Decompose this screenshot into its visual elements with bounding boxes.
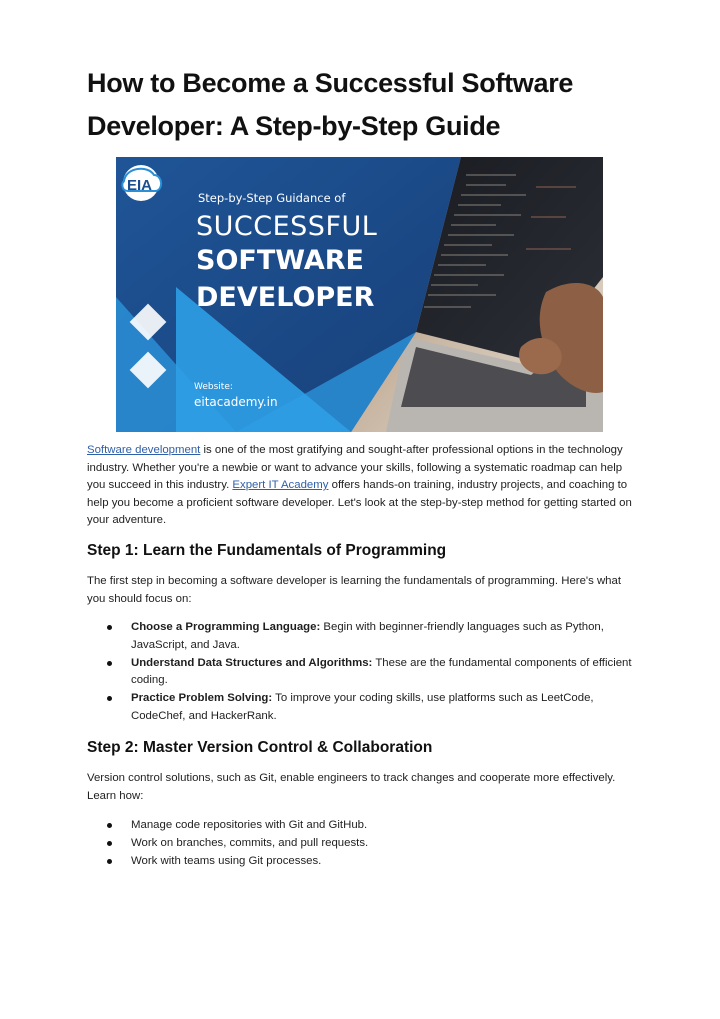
hero-title-line-1: SUCCESSFUL	[196, 211, 378, 242]
expert-it-academy-link[interactable]: Expert IT Academy	[232, 479, 329, 492]
step2-heading: Step 2: Master Version Control & Collaboration	[87, 739, 433, 756]
list-item-text: Work with teams using Git processes.	[131, 855, 322, 868]
list-item-bold: Practice Problem Solving:	[131, 692, 273, 705]
list-item-text: To improve your coding skills, use platforms such as LeetCode, CodeChef, and HackerRank.	[131, 692, 594, 722]
svg-text:EIA: EIA	[127, 177, 153, 194]
article-title: How to Become a Successful Software Developer: A Step-by-Step Guide	[87, 68, 574, 141]
intro-paragraph	[87, 442, 635, 530]
hero-title-line-2: SOFTWARE	[196, 245, 364, 276]
list-item	[87, 835, 635, 853]
list-item-text: These are the fundamental components of efficient coding.	[131, 656, 632, 687]
step1-intro: The first step in becoming a software developer is learning the fundamentals of programming. Here's what you should focus on:	[87, 575, 622, 605]
list-item	[87, 853, 635, 871]
bullet-icon	[107, 859, 112, 864]
step1-list	[87, 619, 635, 726]
bullet-icon	[107, 661, 112, 666]
list-item	[87, 655, 635, 690]
hero-title-line-3: DEVELOPER	[196, 282, 375, 313]
bullet-icon	[107, 841, 112, 846]
list-item-bold: Choose a Programming Language:	[131, 621, 321, 633]
bullet-icon	[107, 625, 112, 630]
intro-text-2: offers hands-on training, industry projects, and coaching to help you become a proficient software developer. Let's look at the step-by-step method for getting started on your adventure.	[87, 479, 632, 527]
step1-heading: Step 1: Learn the Fundamentals of Programming	[87, 542, 447, 559]
list-item	[87, 817, 635, 835]
list-item-text: Begin with beginner-friendly languages such as Python, JavaScript, and Java.	[131, 621, 604, 651]
hero-website-url: eitacademy.in	[194, 395, 278, 409]
step2-list	[87, 817, 635, 871]
software-development-link[interactable]: Software development	[87, 444, 201, 456]
list-item-text: Work on branches, commits, and pull requests.	[131, 837, 369, 850]
bullet-icon	[107, 823, 112, 828]
bullet-icon	[107, 696, 112, 701]
list-item	[87, 690, 635, 725]
list-item-text: Manage code repositories with Git and GitHub.	[131, 819, 368, 831]
intro-text-1: is one of the most gratifying and sought-after professional options in the technology industry. Whether you're a newbie or want to advance your skills, following a systematic roadmap can help you succeed in this industry.	[87, 444, 623, 492]
hero-banner-image	[116, 157, 603, 432]
list-item	[87, 619, 635, 654]
hero-tagline: Step-by-Step Guidance of	[198, 191, 346, 205]
list-item-bold: Understand Data Structures and Algorithms:	[131, 656, 373, 669]
hero-website-label: Website:	[194, 382, 233, 392]
step2-intro: Version control solutions, such as Git, enable engineers to track changes and cooperate more effectively. Learn how:	[87, 772, 616, 802]
